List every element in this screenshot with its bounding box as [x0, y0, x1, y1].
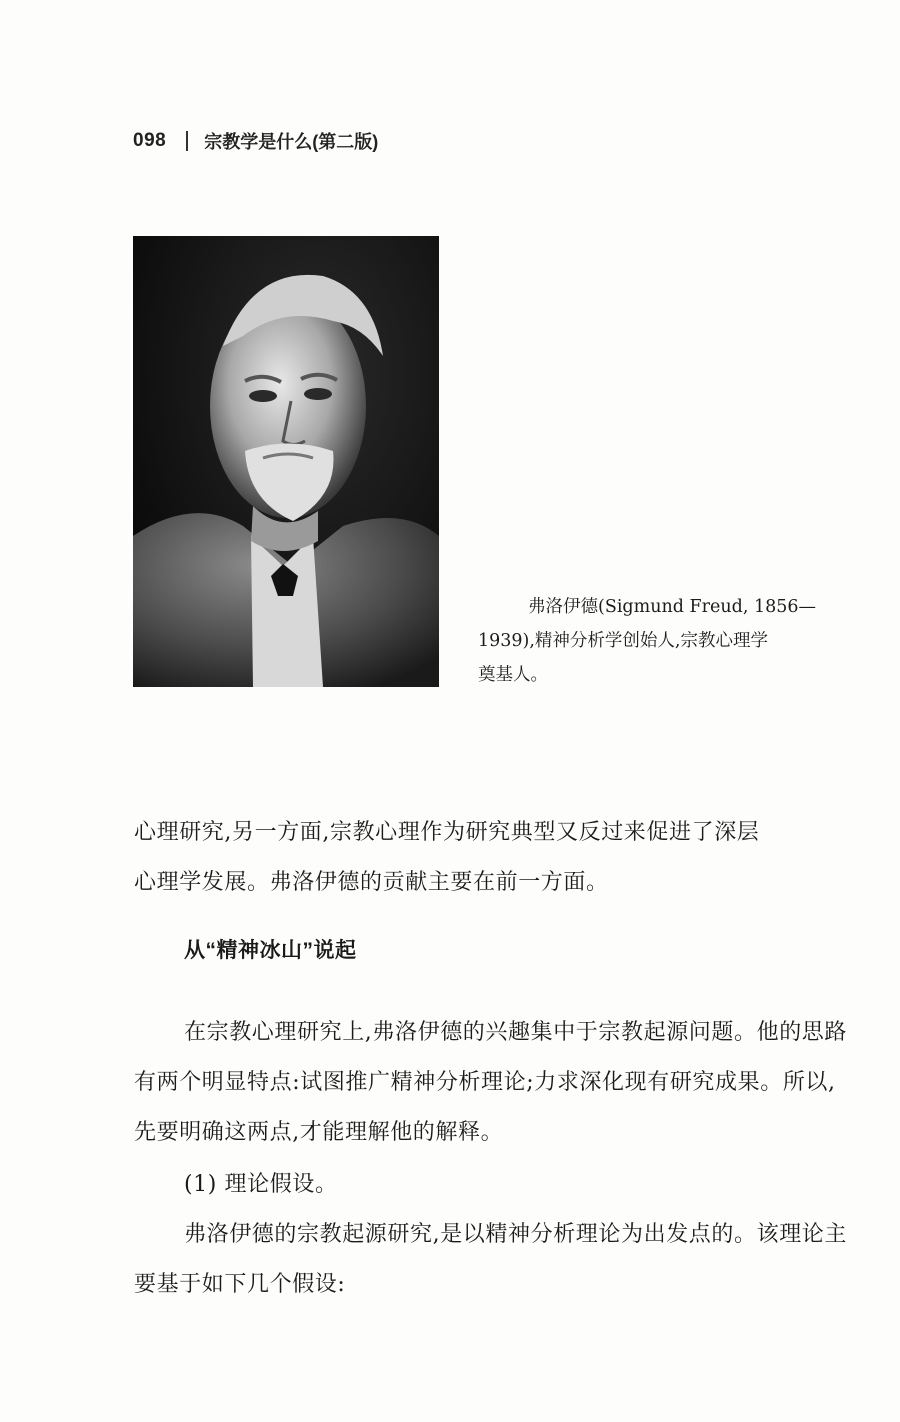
header-separator: [186, 131, 188, 151]
paragraph2-text: 在宗教心理研究上,弗洛伊德的兴趣集中于宗教起源问题。他的思路有两个明显特点:试图推广精神分析理论;力求深化现有研究成果。所以,先要明确这两点,才能理解他的解释。: [134, 1020, 847, 1145]
caption-line-1: 弗洛伊德(Sigmund Freud, 1856—: [528, 597, 817, 617]
paragraph1-line2: 心理学发展。弗洛伊德的贡献主要在前一方面。: [134, 870, 609, 895]
freud-portrait-photo: [133, 236, 439, 687]
portrait-illustration: [133, 236, 439, 687]
paragraph-2: [134, 1008, 854, 1158]
caption-line-2: 1939),精神分析学创始人,宗教心理学: [478, 631, 768, 651]
paragraph-continued: [134, 808, 854, 908]
section-heading: 从“精神冰山”说起: [184, 939, 357, 962]
running-header: [133, 128, 378, 154]
list-item-1: (1) 理论假设。: [184, 1172, 338, 1197]
caption-line-3: 奠基人。: [478, 665, 548, 685]
page-number: 098: [133, 130, 167, 151]
figure-caption: [478, 590, 858, 692]
paragraph-3-block: [134, 1160, 854, 1310]
book-title: 宗教学是什么(第二版): [204, 132, 379, 152]
paragraph3-text: 弗洛伊德的宗教起源研究,是以精神分析理论为出发点的。该理论主要基于如下几个假设:: [134, 1222, 847, 1297]
paragraph1-line1: 心理研究,另一方面,宗教心理作为研究典型又反过来促进了深层: [134, 820, 760, 845]
